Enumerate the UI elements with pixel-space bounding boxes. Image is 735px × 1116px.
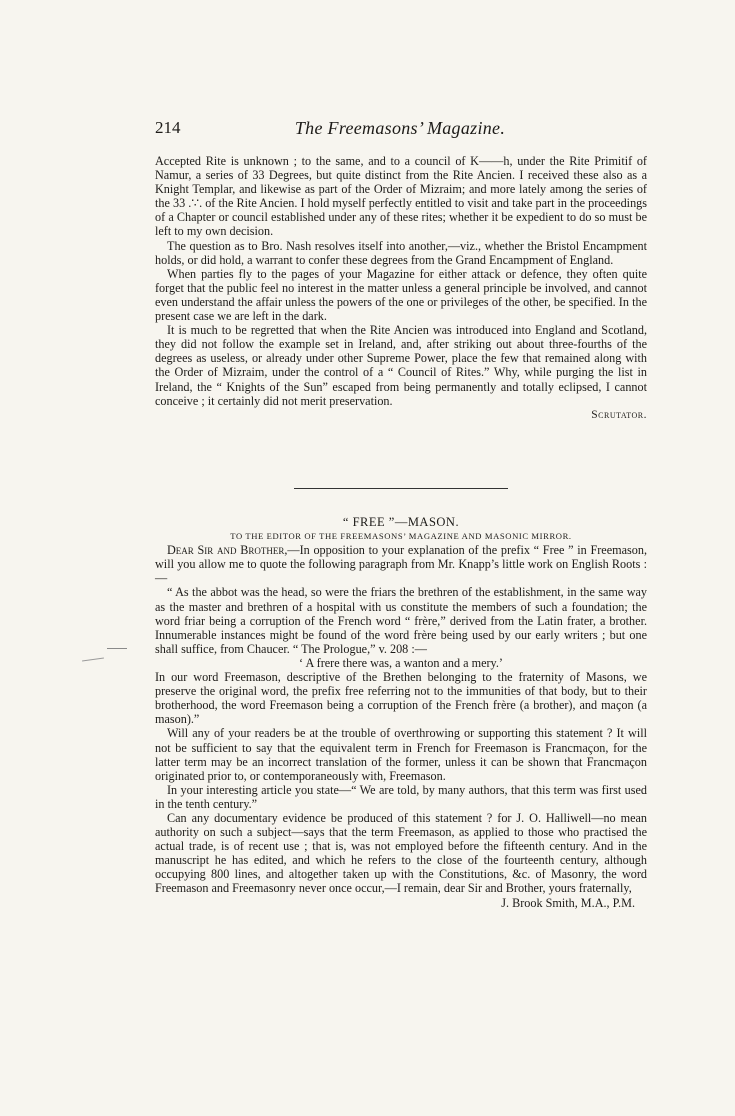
letter-free-mason — [155, 515, 647, 910]
page-header — [155, 118, 645, 142]
article-title: “ FREE ”—MASON. — [342, 515, 460, 529]
letter2-paragraph: Can any documentary evidence be produced of this statement ? for J. O. Halliwell—no mean authority on such a subject—says that the term Freemason, as applied to those who practised the actual trade, is of recent use ; that is, was not employed before the fifteenth century. And in the manuscript he has edited, and which he refers to the close of the fourteenth century, although occupying 800 lines, and altogether taken up with the Constitutions, &c. of Masonry, the word Freemason and Freemasonry never once occur,—I remain, dear Sir and Brother, yours fraternally, — [155, 810, 647, 896]
letter2-paragraph: —In opposition to your explanation of the prefix “ Free ” in Freemason, will you allow me to quote the following paragraph from Mr. Knapp’s little work on English Roots :— — [155, 543, 647, 586]
section-divider — [294, 488, 508, 489]
salutation: Dear Sir and Brother, — [167, 543, 288, 558]
letter1-paragraph: When parties fly to the pages of your Magazine for either attack or defence, they often quite forget that the public feel no interest in the matter unless a general principle be involved, and cannot even understand the affair unless the powers of the one or privileges of the other, be specified. In the present case we are left in the dark. — [155, 266, 647, 324]
letter2-signature: J. Brook Smith, M.A., P.M. — [501, 895, 635, 910]
letter2-paragraph: Will any of your readers be at the trouble of overthrowing or supporting this statement ? It will not be sufficient to say that the equivalent term in French for Freemason is Francmaçon, for the latter term may be an incorrect translation of the former, unless it can be shown that Francmaçon originated prior to, or contemporaneously with, Freemason. — [155, 726, 647, 783]
letter1-paragraph: It is much to be regretted that when the Rite Ancien was introduced into England and Scotland, they did not follow the example set in Ireland, and, after striking out about three-fourths of the degrees as useless, or already under other Supreme Power, place the few that remained along with the Order of Mizraim, under the control of a “ Council of Rites.” Why, while purging the list in Ireland, the “ Knights of the Sun” escaped from being permanently and totally eclipsed, I cannot conceive ; it certainly did not merit preservation. — [155, 323, 647, 408]
chaucer-verse: ‘ A frere there was, a wanton and a mery.’ — [299, 655, 503, 670]
running-title: The Freemasons’ Magazine. — [294, 118, 506, 138]
letter1-signature: Scrutator. — [591, 408, 647, 421]
margin-mark — [82, 657, 104, 661]
page-number: 214 — [155, 118, 181, 137]
letter1-paragraph: Accepted Rite is unknown ; to the same, and to a council of K——h, under the Rite Primitif of Namur, a series of 33 Degrees, but quite distinct from the Rite Ancien. I received these also as a Knight Templar, and likewise as part of the Order of Mizraim; and more lately among the series of the 33 .∵. of the Rite Ancien. I hold myself perfectly entitled to visit and take part in the proceedings of a Chapter or council established under any of these rites; whether it be expedient to do so must be left to my own decision. — [155, 154, 647, 239]
letter1-paragraph: The question as to Bro. Nash resolves itself into another,—viz., whether the Bristol Encampment holds, or did hold, a warrant to confer these degrees from the Grand Encampment of England. — [155, 238, 647, 267]
letter2-quotation: “ As the abbot was the head, so were the friars the brethren of the establishment, in the same way as the master and brethren of a hospital with us constitute the members of such a foundation; the word friar being a corruption of the French word “ frère,” derived from the Latin frater, a brother. Innumerable instances might be found of the word frère being used by our early writers ; but one shall suffice, from Chaucer. “ The Prologue,” v. 208 :— — [155, 585, 647, 656]
letter-scrutator — [155, 154, 647, 422]
letter2-paragraph: In our word Freemason, descriptive of the Brethen belonging to the fraternity of Masons, we preserve the original word, the prefix free referring not to the immunities of that body, but to their brotherhood, the word Freemason being a corruption of the French frère (a brother), and maçon (a mason).” — [155, 670, 647, 727]
article-addressee: TO THE EDITOR OF THE FREEMASONS’ MAGAZINE AND MASONIC MIRROR. — [230, 531, 572, 542]
letter2-paragraph: In your interesting article you state—“ We are told, by many authors, that this term was first used in the tenth century.” — [155, 782, 647, 811]
margin-mark — [107, 648, 127, 649]
letter2-opening — [155, 543, 647, 585]
